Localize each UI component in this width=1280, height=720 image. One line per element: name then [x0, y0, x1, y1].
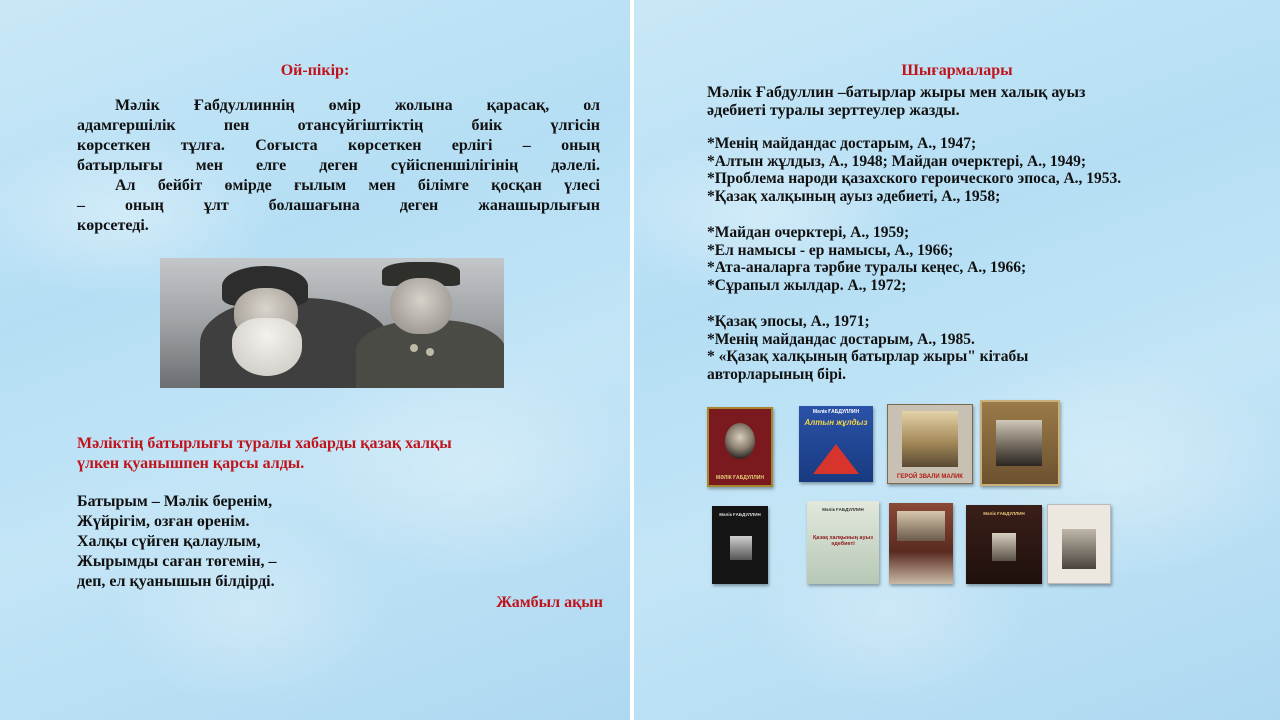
book-cover: [807, 501, 879, 584]
poem-line: Жырымды саған төгемін, –: [77, 553, 277, 570]
book-cover: [980, 400, 1060, 486]
left-page: [0, 0, 630, 720]
text-line: әдебиеті туралы зерттеулер жазды.: [707, 102, 960, 119]
work-item: *Проблема народи қазахского героического эпоса, А., 1953.: [707, 170, 1122, 187]
book-cover: [1047, 504, 1111, 584]
text-line: Мәлік Ғабдуллин –батырлар жыры мен халық ауыз: [707, 84, 1086, 101]
works-list-3: [707, 313, 1267, 383]
poem: [77, 492, 600, 592]
book-title: Алтын жұлдыз: [804, 418, 868, 427]
works-list-1: [707, 135, 1267, 205]
work-item: *Қазақ халқының ауыз әдебиеті, А., 1958;: [707, 187, 1001, 205]
works-intro: [707, 84, 1227, 120]
book-title: Қазақ халқының ауыз әдебиеті: [813, 535, 873, 547]
book-cover: [712, 506, 768, 584]
book-author: Мәлік ҒАБДУЛЛИН: [719, 512, 761, 517]
work-item: *Қазақ эпосы, А., 1971;: [707, 313, 870, 330]
book-cover: [707, 407, 773, 487]
work-item: *Майдан очерктері, А., 1959;: [707, 224, 910, 241]
left-paragraph: [77, 96, 600, 236]
book-cover: [889, 503, 953, 584]
paragraph-line: Ал бейбіт өмірде ғылым мен білімге қосқан үлесі: [115, 177, 600, 194]
work-item: *Менің майдандас достарым, А., 1947;: [707, 135, 977, 152]
book-author: Мәлік ҒАБДУЛЛИН: [983, 511, 1025, 516]
right-title: Шығармалары: [901, 62, 1013, 79]
left-title: Ой-пікір:: [280, 62, 350, 79]
heroism-news-text: [77, 434, 600, 474]
poem-line: Халқы сүйген қалаулым,: [77, 533, 261, 550]
work-item: * «Қазақ халқының батырлар жыры" кітабы: [707, 348, 1029, 365]
work-item: *Менің майдандас достарым, А., 1985.: [707, 330, 975, 348]
poem-line: деп, ел қуанышын білдірді.: [77, 573, 275, 590]
text-line: үлкен қуанышпен қарсы алды.: [77, 455, 305, 472]
work-item: *Ел намысы - ер намысы, А., 1966;: [707, 241, 954, 259]
poem-line: Жүйрігім, озған өренім.: [77, 513, 250, 530]
poem-line: Батырым – Мәлік беренім,: [77, 493, 273, 510]
book-author: Мәлік ҒАБДУЛЛИН: [822, 507, 864, 512]
paragraph-line: Мәлік Ғабдуллиннің өмір жолына қарасақ, ол: [115, 97, 600, 114]
works-list-2: [707, 224, 1267, 294]
right-page: [634, 0, 1280, 720]
historical-photo: [160, 258, 504, 388]
work-item: авторларының бірі.: [707, 365, 846, 383]
book-cover: [799, 406, 873, 482]
paragraph-line: көрсеткен тұлға. Соғыста көрсеткен ерлігі – оның: [77, 137, 600, 154]
book-title: ГЕРОЙ ЗВАЛИ МАЛИК: [897, 474, 963, 480]
paragraph-line: батырлығы мен елге деген сүйіспеншілігінің дәлелі.: [77, 157, 600, 174]
paragraph-line: адамгершілік пен отансүйгіштіктің биік үлгісін: [77, 117, 600, 134]
poet-name: Жамбыл ақын: [496, 594, 603, 611]
paragraph-line: – оның ұлт болашағына деген жанашырлығын: [77, 197, 600, 214]
text-line: Мәліктің батырлығы туралы хабарды қазақ халқы: [77, 435, 452, 452]
book-cover: [966, 505, 1042, 584]
work-item: *Ата-аналарға тәрбие туралы кеңес, А., 1966;: [707, 259, 1027, 276]
paragraph-line: көрсетеді.: [77, 217, 149, 234]
work-item: *Алтын жұлдыз, А., 1948; Майдан очерктері, А., 1949;: [707, 152, 1087, 170]
book-cover: [887, 404, 973, 484]
book-title: МӘЛІК ҒАБДУЛЛИН: [716, 475, 764, 481]
book-author: Мәлік ҒАБДУЛЛИН: [812, 409, 860, 415]
work-item: *Сұрапыл жылдар. А., 1972;: [707, 276, 907, 294]
